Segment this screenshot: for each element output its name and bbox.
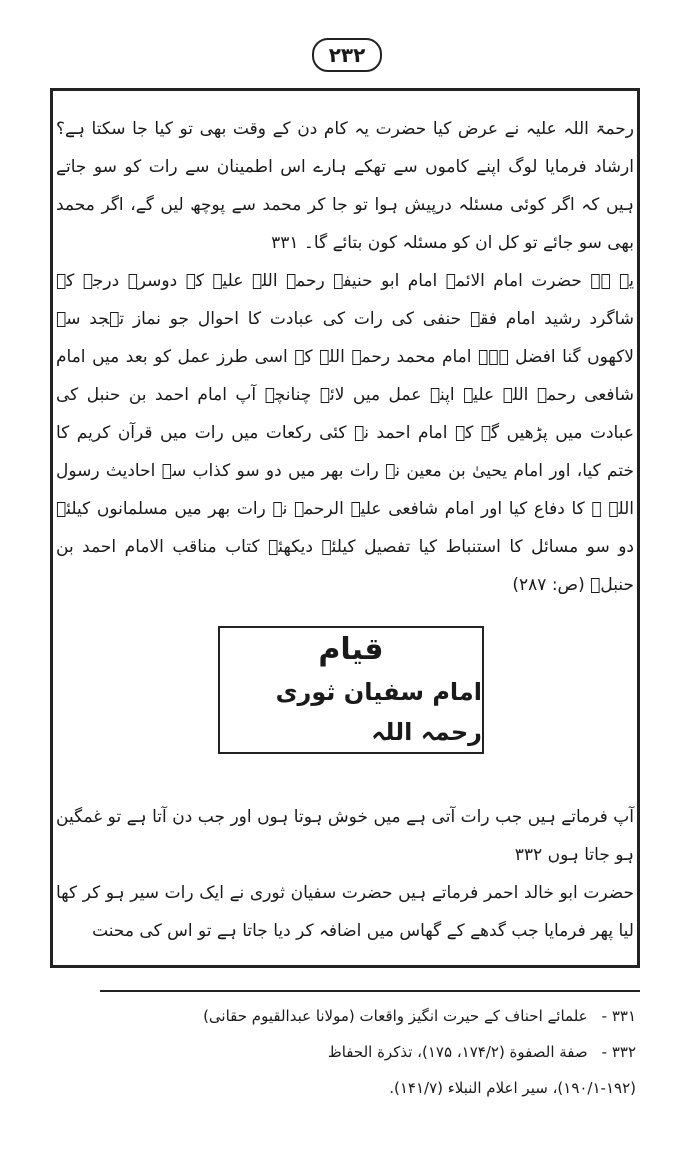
section-title-box	[218, 626, 484, 754]
page-number: ۲۳۲	[312, 38, 382, 72]
paragraph-1: رحمۃ اللہ علیہ نے عرض کیا حضرت یہ کام دن کے وقت بھی تو کیا جا سکتا ہے؟ ارشاد فرمایا لوگ اپنے کاموں سے تھکے ہارے اس اطمینان سے رات کو سو جاتے ہیں کہ اگر کوئی مسئلہ درپیش ہوا تو جا کر محمد سے پوچھ لیں گے، اگر محمد بھی سو جائے تو کل ان کو مسئلہ کون بتائے گا۔ ۳۳۱	[56, 119, 634, 253]
paragraph-2: یہ ہے حضرت امام الائمہ امام ابو حنیفہ رحمۃ اللہ علیہ کے دوسرے درجہ کے شاگرد رشید امام فقہ حنفی کی رات کی عبادت کا احوال جو نماز تہجد سے لاکھوں گنا افضل ہے۔ امام محمد رحمہ اللہ کے اسی طرز عمل کو بعد میں امام شافعی رحمۃ اللہ علیہ اپنے عمل میں لائے چنانچہ آپ امام احمد بن حنبل کی عبادت میں پڑھیں گے کہ امام احمد نے کئی رکعات میں رات میں قرآن کریم کا ختم کیا، اور امام یحییٰ بن معین نے رات بھر میں دو سو کذاب سے احادیث رسول اللہ ﷺ کا دفاع کیا اور امام شافعی علیہ الرحمۃ نے رات بھر میں مسلمانوں کیلئے دو سو مسائل کا استنباط کیا تفصیل کیلئے دیکھئے کتاب مناقب الامام احمد بن حنبلؒ (ص: ۲۸۷)	[56, 271, 634, 595]
footnote-number: ۳۳۲ -	[601, 1043, 636, 1061]
footnote-332-continued	[389, 1072, 636, 1104]
paragraph-4: حضرت ابو خالد احمر فرماتے ہیں حضرت سفیان ثوری نے ایک رات سیر ہو کر کھا لیا پھر فرمایا جب گدھے کے گھاس میں اضافہ کر دیا جاتا ہے تو اس کی محنت	[56, 883, 634, 941]
paragraph-3: آپ فرماتے ہیں جب رات آتی ہے میں خوش ہوتا ہوں اور جب دن آتا ہے تو غمگین ہو جاتا ہوں ۳۳۲	[56, 807, 634, 865]
footnote-text: علمائے احناف کے حیرت انگیز واقعات (مولانا عبدالقیوم حقانی)	[203, 1007, 588, 1025]
footnote-text: (۱۹۰/۱-۱۹۲)، سير اعلام النبلاء (۱۴۱/۷).	[389, 1079, 636, 1097]
section-heading: قیام	[318, 632, 384, 667]
footnote-divider	[100, 990, 640, 992]
footnote-332	[328, 1036, 636, 1068]
footnote-number: ۳۳۱ -	[601, 1007, 636, 1025]
footnote-331	[203, 1000, 636, 1032]
footnote-text: صفة الصفوة (۱۷۴/۲، ۱۷۵)، تذكرة الحفاظ	[327, 1043, 588, 1061]
section-subheading: امام سفیان ثوری رحمہ اللہ	[275, 678, 482, 746]
